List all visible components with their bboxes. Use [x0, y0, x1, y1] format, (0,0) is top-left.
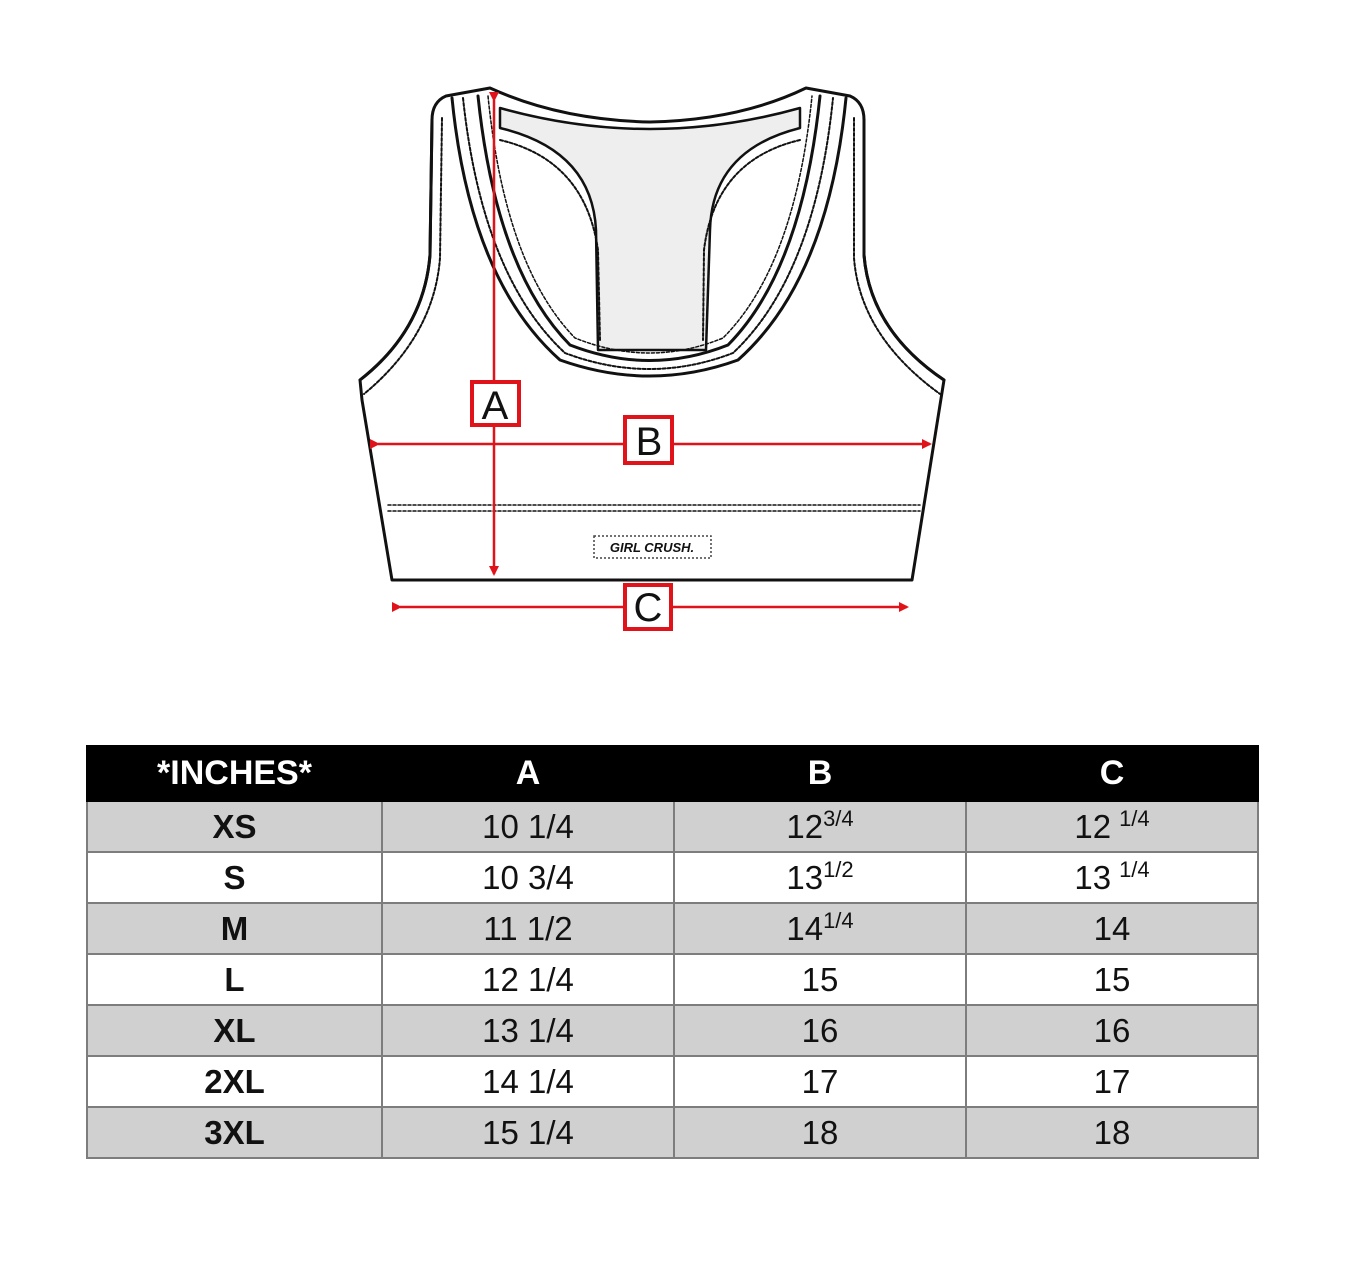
bra-outline: [360, 88, 944, 580]
table-row: [87, 801, 1258, 852]
size-cell: M: [87, 903, 382, 954]
measure-b-label: B: [635, 420, 663, 464]
table-row: [87, 852, 1258, 903]
measure-a-cell: 14 1/4: [382, 1056, 674, 1107]
measure-a-cell: 10 3/4: [382, 852, 674, 903]
brand-logo-text: GIRL CRUSH.: [609, 540, 695, 555]
measure-c-cell: 18: [966, 1107, 1258, 1158]
measure-c-cell: 15: [966, 954, 1258, 1005]
measure-b-cell: $14^{1/4}$: [674, 903, 966, 954]
size-cell: XS: [87, 801, 382, 852]
measure-b-cell: 17: [674, 1056, 966, 1107]
table-row: [87, 1107, 1258, 1158]
header-row: [87, 746, 1258, 801]
measure-c-cell: 16: [966, 1005, 1258, 1056]
measure-c-label: C: [633, 586, 663, 630]
measure-a-cell: 13 1/4: [382, 1005, 674, 1056]
size-cell: XL: [87, 1005, 382, 1056]
measure-a-cell: 12 1/4: [382, 954, 674, 1005]
table-row: [87, 1056, 1258, 1107]
size-cell: 2XL: [87, 1056, 382, 1107]
size-cell: S: [87, 852, 382, 903]
measure-a-label: A: [481, 384, 509, 428]
size-cell: 3XL: [87, 1107, 382, 1158]
size-chart-table: [86, 745, 1259, 1159]
table-row: [87, 1005, 1258, 1056]
measure-c-cell: 13 $^{1/4}$: [966, 852, 1258, 903]
measure-c-cell: 14: [966, 903, 1258, 954]
header-units: *INCHES*: [87, 746, 382, 801]
size-cell: L: [87, 954, 382, 1005]
brand-logo: [594, 536, 711, 558]
measure-c-cell: 12 $^{1/4}$: [966, 801, 1258, 852]
header-b: B: [674, 746, 966, 801]
measure-b-cell: 16: [674, 1005, 966, 1056]
measure-a-cell: 15 1/4: [382, 1107, 674, 1158]
measure-b-cell: $12^{3/4}$: [674, 801, 966, 852]
measure-b-cell: 15: [674, 954, 966, 1005]
measure-b-cell: $13^{1/2}$: [674, 852, 966, 903]
measure-a-cell: 11 1/2: [382, 903, 674, 954]
table-row: [87, 954, 1258, 1005]
measure-c: [400, 585, 907, 630]
table-row: [87, 903, 1258, 954]
measure-c-cell: 17: [966, 1056, 1258, 1107]
measure-a-cell: 10 1/4: [382, 801, 674, 852]
measure-b-cell: 18: [674, 1107, 966, 1158]
header-a: A: [382, 746, 674, 801]
header-c: C: [966, 746, 1258, 801]
